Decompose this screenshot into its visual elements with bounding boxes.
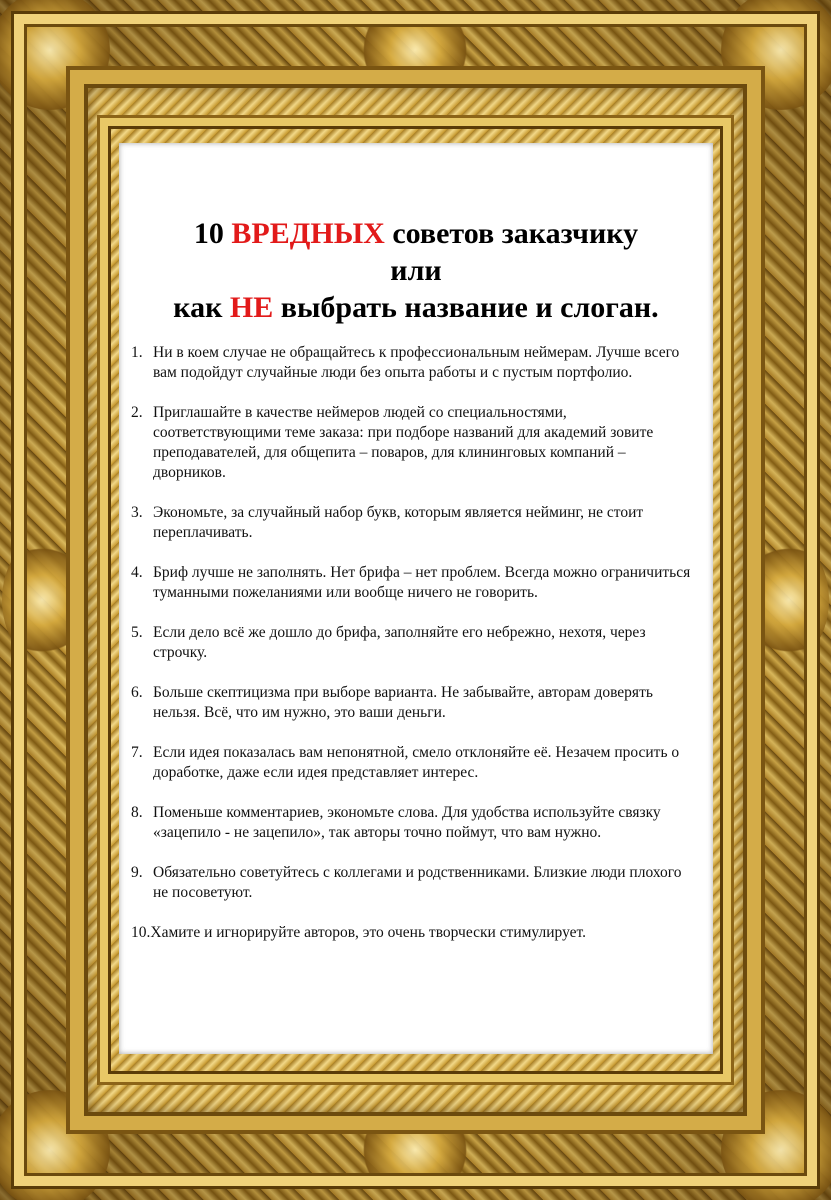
title-line3-prefix: как bbox=[173, 291, 230, 324]
title-line-3 bbox=[119, 289, 713, 326]
tip-item-5 bbox=[131, 623, 691, 663]
tip-item-7 bbox=[131, 743, 691, 783]
tip-text: Если идея показалась вам непонятной, смело отклоняйте её. Незачем просить о доработке, даже если идея представляет интерес. bbox=[153, 744, 680, 781]
tip-text: Обязательно советуйтесь с коллегами и родственниками. Близкие люди плохого не посоветуют. bbox=[153, 864, 682, 901]
tip-item-4 bbox=[131, 563, 691, 603]
tip-text: Поменьше комментариев, экономьте слова. Для удобства используйте связку «зацепило - не зацепило», так авторы точно поймут, что вам нужно. bbox=[153, 804, 661, 841]
title-prefix: 10 bbox=[193, 217, 232, 250]
tip-number: 2. bbox=[131, 404, 143, 421]
title-highlight-not: НЕ bbox=[229, 291, 274, 324]
title-highlight-harmful: ВРЕДНЫХ bbox=[231, 217, 385, 250]
tip-number: 6. bbox=[131, 684, 143, 701]
tip-text: Если дело всё же дошло до брифа, заполняйте его небрежно, нехотя, через строчку. bbox=[153, 624, 646, 661]
title-line-2: или bbox=[390, 254, 442, 287]
document-paper bbox=[119, 143, 713, 1054]
tip-item-6 bbox=[131, 683, 691, 723]
tip-number: 4. bbox=[131, 564, 143, 581]
page-title bbox=[119, 215, 713, 326]
tip-text: Приглашайте в качестве неймеров людей со специальностями, соответствующими теме заказа: при подборе названий для академий зовите преподавателей, для общепита – поваров, для клининговых компаний – дворников. bbox=[153, 404, 654, 481]
title-line3-suffix: выбрать название и слоган. bbox=[273, 291, 659, 324]
tip-item-2 bbox=[131, 403, 691, 483]
tip-number: 1. bbox=[131, 344, 143, 361]
tip-text: Хамите и игнорируйте авторов, это очень творчески стимулирует. bbox=[150, 924, 586, 941]
tip-text: Экономьте, за случайный набор букв, которым является нейминг, не стоит переплачивать. bbox=[153, 504, 644, 541]
tip-number: 8. bbox=[131, 804, 143, 821]
tips-list bbox=[131, 343, 691, 963]
tip-item-8 bbox=[131, 803, 691, 843]
tip-item-3 bbox=[131, 503, 691, 543]
tip-number: 10. bbox=[131, 924, 151, 941]
tip-number: 3. bbox=[131, 504, 143, 521]
tip-text: Больше скептицизма при выборе варианта. Не забывайте, авторам доверять нельзя. Всё, что им нужно, это ваши деньги. bbox=[153, 684, 653, 721]
tip-text: Бриф лучше не заполнять. Нет брифа – нет проблем. Всегда можно ограничиться туманными пожеланиями или вообще ничего не говорить. bbox=[153, 564, 691, 601]
title-line-1 bbox=[119, 215, 713, 252]
tip-item-1 bbox=[131, 343, 691, 383]
tip-text: Ни в коем случае не обращайтесь к профессиональным неймерам. Лучше всего вам подойдут случайные люди без опыта работы и с пустым портфолио. bbox=[153, 344, 680, 381]
tip-item-10 bbox=[131, 923, 691, 943]
tip-item-9 bbox=[131, 863, 691, 903]
tip-number: 7. bbox=[131, 744, 143, 761]
tip-number: 5. bbox=[131, 624, 143, 641]
tip-number: 9. bbox=[131, 864, 143, 881]
title-suffix: советов заказчику bbox=[384, 217, 639, 250]
